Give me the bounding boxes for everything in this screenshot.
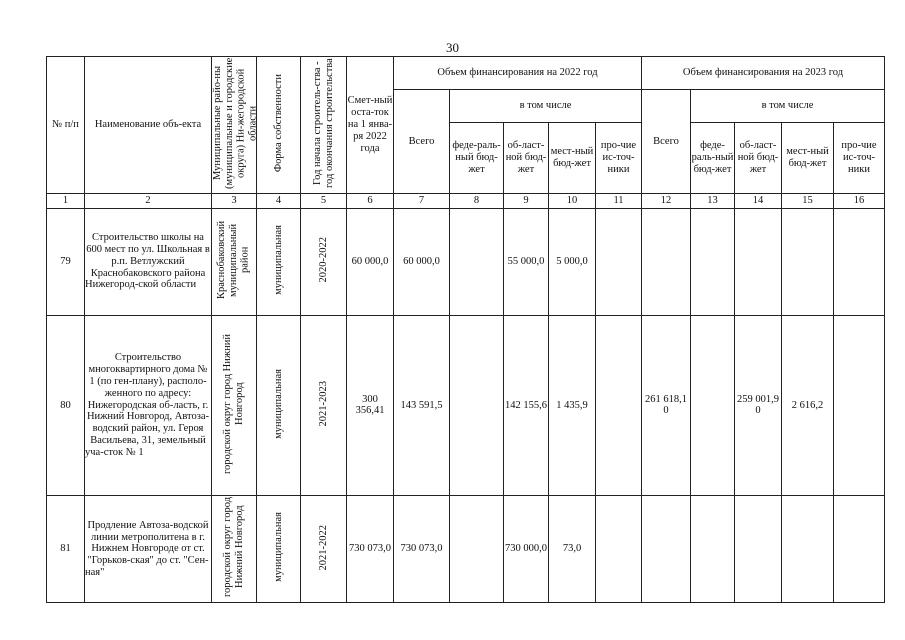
federal-2023-cell <box>691 208 735 315</box>
local-2023-cell: 2 616,2 <box>782 315 834 496</box>
header-fin-2022: Объем финансирования на 2022 год <box>394 57 642 90</box>
local-2022-cell: 5 000,0 <box>549 208 596 315</box>
column-number: 8 <box>450 193 504 208</box>
table-row <box>47 496 885 603</box>
header-regional-2022: об-ласт-ной бюд-жет <box>504 122 549 193</box>
column-number: 12 <box>642 193 691 208</box>
column-number-row <box>47 193 885 208</box>
other-2022-cell <box>596 496 642 603</box>
estimate-cell: 300 356,41 <box>347 315 394 496</box>
column-number: 13 <box>691 193 735 208</box>
column-number: 5 <box>301 193 347 208</box>
header-num: № п/п <box>47 57 85 194</box>
estimate-cell: 60 000,0 <box>347 208 394 315</box>
local-2023-cell <box>782 496 834 603</box>
years-cell: 2021-2022 <box>301 496 347 603</box>
header-other-2022: про-чие ис-точ-ники <box>596 122 642 193</box>
other-2023-cell <box>834 496 885 603</box>
other-2022-cell <box>596 208 642 315</box>
column-number: 1 <box>47 193 85 208</box>
header-federal-2022: феде-раль-ный бюд-жет <box>450 122 504 193</box>
column-number: 11 <box>596 193 642 208</box>
other-2023-cell <box>834 208 885 315</box>
row-num: 79 <box>47 208 85 315</box>
column-number: 4 <box>257 193 301 208</box>
column-number: 7 <box>394 193 450 208</box>
object-name: Строительство многоквартирного дома № 1 (по ген-плану), располо-женного по адресу: Нижегородская об-ласть, г. Нижний Новгород, Автоза-водский район, ул. Героя Васильева, 31, земельный уча-сток № 1 <box>85 315 212 496</box>
local-2023-cell <box>782 208 834 315</box>
row-num: 81 <box>47 496 85 603</box>
header-local-2023: мест-ный бюд-жет <box>782 122 834 193</box>
ownership-cell: муниципальная <box>257 496 301 603</box>
ownership-cell: муниципальная <box>257 315 301 496</box>
total-2023-cell <box>642 496 691 603</box>
total-2022-cell: 730 073,0 <box>394 496 450 603</box>
federal-2023-cell <box>691 315 735 496</box>
federal-2023-cell <box>691 496 735 603</box>
header-fin-2023: Объем финансирования на 2023 год <box>642 57 885 90</box>
table-row <box>47 208 885 315</box>
header-including-2023: в том числе <box>691 90 885 123</box>
header-estimate: Смет-ный оста-ток на 1 янва-ря 2022 года <box>347 57 394 194</box>
object-name: Продление Автоза-водской линии метрополитена в г. Нижнем Новгороде от ст. "Горьков-ская" до ст. "Сен-ная" <box>85 496 212 603</box>
other-2022-cell <box>596 315 642 496</box>
ownership-cell: муниципальная <box>257 208 301 315</box>
regional-2023-cell: 259 001,9 0 <box>735 315 782 496</box>
column-number: 16 <box>834 193 885 208</box>
regional-2022-cell: 55 000,0 <box>504 208 549 315</box>
header-federal-2023: феде-раль-ный бюд-жет <box>691 122 735 193</box>
column-number: 10 <box>549 193 596 208</box>
local-2022-cell: 1 435,9 <box>549 315 596 496</box>
total-2022-cell: 143 591,5 <box>394 315 450 496</box>
page-number: 30 <box>446 40 459 55</box>
total-2022-cell: 60 000,0 <box>394 208 450 315</box>
column-number: 14 <box>735 193 782 208</box>
federal-2022-cell <box>450 496 504 603</box>
municipality-cell: городской округ город Нижний Новгород <box>212 496 257 603</box>
object-name: Строительство школы на 600 мест по ул. Школьная в р.п. Ветлужский Краснобаковского района Нижегород-ской области <box>85 208 212 315</box>
total-2023-cell: 261 618,1 0 <box>642 315 691 496</box>
other-2023-cell <box>834 315 885 496</box>
column-number: 2 <box>85 193 212 208</box>
years-cell: 2020-2022 <box>301 208 347 315</box>
regional-2023-cell <box>735 496 782 603</box>
column-number: 15 <box>782 193 834 208</box>
total-2023-cell <box>642 208 691 315</box>
header-total-2022: Всего <box>394 90 450 194</box>
header-ownership: Форма собственности <box>257 57 301 194</box>
header-including-2022: в том числе <box>450 90 642 123</box>
local-2022-cell: 73,0 <box>549 496 596 603</box>
municipality-cell: городской округ город Нижний Новгород <box>212 315 257 496</box>
header-years: Год начала строитель-ства - год окончания строительства <box>301 57 347 194</box>
header-name: Наименование объ-екта <box>85 57 212 194</box>
regional-2022-cell: 142 155,6 <box>504 315 549 496</box>
table-row <box>47 315 885 496</box>
regional-2022-cell: 730 000,0 <box>504 496 549 603</box>
regional-2023-cell <box>735 208 782 315</box>
municipality-cell: Краснобаковский муниципальный район <box>212 208 257 315</box>
header-local-2022: мест-ный бюд-жет <box>549 122 596 193</box>
column-number: 6 <box>347 193 394 208</box>
header-other-2023: про-чие ис-точ-ники <box>834 122 885 193</box>
estimate-cell: 730 073,0 <box>347 496 394 603</box>
header-total-2023: Всего <box>642 90 691 194</box>
row-num: 80 <box>47 315 85 496</box>
column-number: 9 <box>504 193 549 208</box>
header-municipality: Муниципальные райо-ны (муниципальные и городские округа) Ни-жегородской области <box>212 57 257 194</box>
header-regional-2023: об-ласт-ной бюд-жет <box>735 122 782 193</box>
column-number: 3 <box>212 193 257 208</box>
years-cell: 2021-2023 <box>301 315 347 496</box>
budget-table <box>46 56 885 603</box>
federal-2022-cell <box>450 315 504 496</box>
federal-2022-cell <box>450 208 504 315</box>
